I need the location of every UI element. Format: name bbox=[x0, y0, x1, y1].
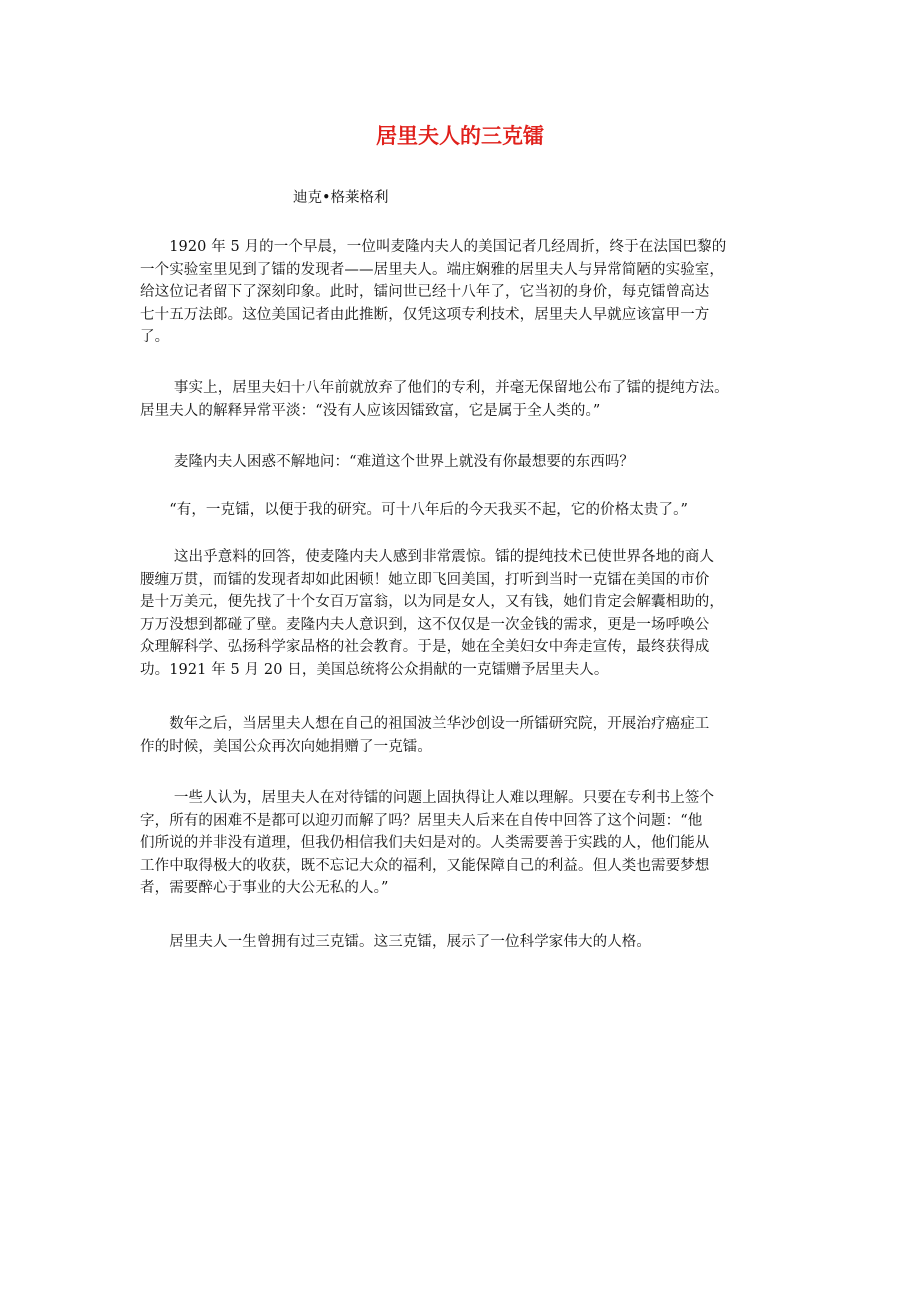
paragraph-1 bbox=[140, 236, 800, 349]
paragraph-3 bbox=[140, 451, 800, 474]
text-line: 事实上，居里夫妇十八年前就放弃了他们的专利，并毫无保留地公布了镭的提纯方法。 bbox=[140, 380, 729, 396]
text-line: 是十万美元，便先找了十个女百万富翁，以为同是女人，又有钱，她们肯定会解囊相助的， bbox=[140, 594, 724, 610]
text-line: 了。 bbox=[140, 329, 170, 345]
text-line: 功。1921 年 5 月 20 日，美国总统将公众捐献的一克镭赠予居里夫人。 bbox=[140, 661, 609, 678]
text-line: 一些人认为，居里夫人在对待镭的问题上固执得让人难以理解。只要在专利书上签个 bbox=[140, 790, 715, 806]
paragraph-5 bbox=[140, 546, 800, 681]
text-line: 居里夫人一生曾拥有过三克镭。这三克镭，展示了一位科学家伟大的人格。 bbox=[140, 934, 651, 950]
text-line: 腰缠万贯，而镭的发现者却如此困顿！她立即飞回美国，打听到当时一克镭在美国的市价 bbox=[140, 571, 710, 588]
text-line: 七十五万法郎。这位美国记者由此推断，仅凭这项专利技术，居里夫人早就应该富甲一方 bbox=[140, 306, 710, 323]
document-title: 居里夫人的三克镭 bbox=[376, 124, 544, 148]
text-line: 作的时候，美国公众再次向她捐赠了一克镭。 bbox=[140, 738, 432, 755]
text-line: 1920 年 5 月的一个早晨，一位叫麦隆内夫人的美国记者几经周折，终于在法国巴黎的 bbox=[140, 239, 727, 255]
text-line: 工作中取得极大的收获，既不忘记大众的福利，又能保障自己的利益。但人类也需要梦想 bbox=[140, 857, 710, 874]
author-byline: 迪克•格莱格利 bbox=[293, 190, 389, 206]
text-line: 麦隆内夫人困惑不解地问：“难道这个世界上就没有你最想要的东西吗？ bbox=[140, 454, 635, 470]
text-line: 一个实验室里见到了镭的发现者——居里夫人。端庄娴雅的居里夫人与异常简陋的实验室， bbox=[140, 261, 724, 278]
text-line: 数年之后，当居里夫人想在自己的祖国波兰华沙创设一所镭研究院，开展治疗癌症工 bbox=[140, 716, 710, 732]
text-line: “有，一克镭，以便于我的研究。可十八年后的今天我买不起，它的价格太贵了。” bbox=[140, 502, 688, 518]
text-line: 字，所有的困难不是都可以迎刃而解了吗？居里夫人后来在自传中回答了这个问题：“他 bbox=[140, 812, 703, 829]
text-line: 这出乎意料的回答，使麦隆内夫人感到非常震惊。镭的提纯技术已使世界各地的商人 bbox=[140, 549, 715, 565]
paragraph-6 bbox=[140, 713, 800, 758]
paragraph-4 bbox=[140, 499, 800, 522]
paragraph-8 bbox=[140, 931, 800, 954]
paragraph-7 bbox=[140, 787, 800, 900]
text-line: 居里夫人的解释异常平淡：“没有人应该因镭致富，它是属于全人类的。” bbox=[140, 402, 601, 419]
text-line: 给这位记者留下了深刻印象。此时，镭问世已经十八年了，它当初的身价，每克镭曾高达 bbox=[140, 284, 710, 300]
text-line: 者，需要醉心于事业的大公无私的人。” bbox=[140, 880, 389, 896]
paragraph-2 bbox=[140, 377, 800, 422]
text-line: 们所说的并非没有道理，但我仍相信我们夫妇是对的。人类需要善于实践的人，他们能从 bbox=[140, 835, 710, 851]
text-line: 万万没想到都碰了壁。麦隆内夫人意识到，这不仅仅是一次金钱的需求，更是一场呼唤公 bbox=[140, 616, 710, 633]
text-line: 众理解科学、弘扬科学家品格的社会教育。于是，她在全美妇女中奔走宣传，最终获得成 bbox=[140, 639, 710, 655]
